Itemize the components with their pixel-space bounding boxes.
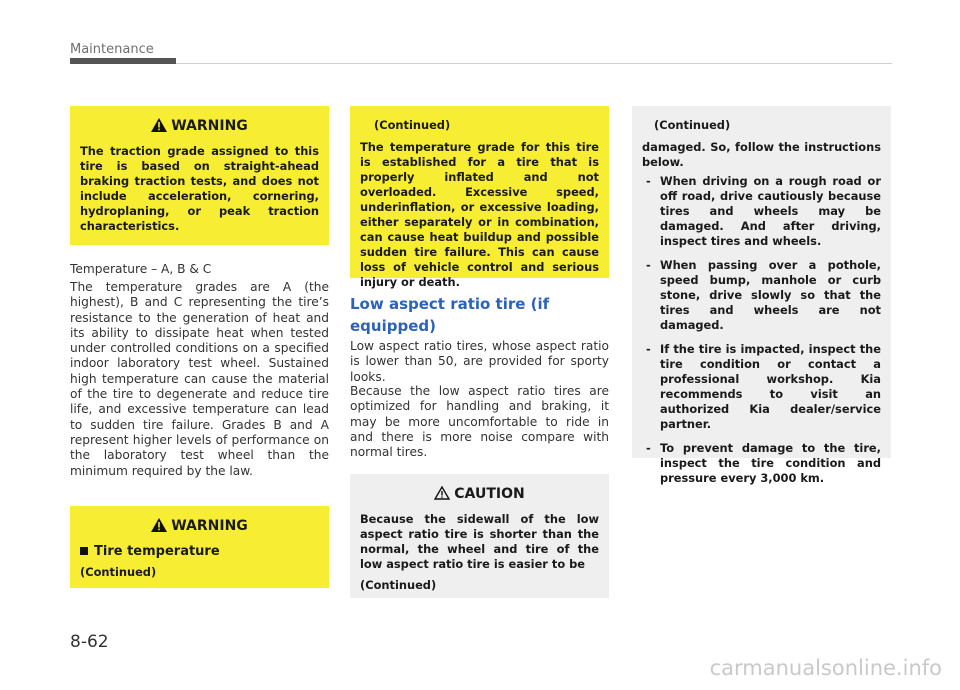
list-item: - To prevent damage to the tire, inspect the tire condition and pressure every 3,000 km.: [646, 441, 881, 485]
list-item: - When driving on a rough road or off road, drive cautiously because tires and wheels may be damaged. And after driving, inspect tires and wheels.: [646, 174, 881, 248]
caution-box: [350, 474, 609, 598]
page-number: 8-62: [70, 632, 109, 652]
header-line: [176, 63, 892, 64]
warning-subtitle: Tire temperature: [80, 544, 319, 559]
low-aspect-body-2: Because the low aspect ratio tires are optimized for handling and braking, it may be more uncomfortable to ride in and there is more noise compare with normal tires.: [350, 384, 609, 460]
caution-text: Because the sidewall of the low aspect ratio tire is shorter than the normal, the wheel and tire of the low aspect ratio tire is easier to be: [360, 512, 599, 571]
warning-box-temperature: [70, 506, 329, 588]
section-title: Low aspect ratio tire (if equipped): [350, 295, 550, 335]
square-bullet-icon: [80, 547, 88, 555]
list-item: - If the tire is impacted, inspect the tire condition or contact a professional workshop. Kia recommends to visit an authorized Kia dealer/service partner.: [646, 342, 881, 431]
temperature-heading: Temperature – A, B & C: [70, 262, 212, 276]
warning-triangle-icon: [151, 118, 167, 132]
low-aspect-body-1: Low aspect ratio tires, whose aspect ratio is lower than 50, are provided for sporty looks.: [350, 339, 609, 384]
warning-text: The traction grade assigned to this tire is based on straight-ahead braking traction tests, and does not include acceleration, cornering, hydroplaning, or peak traction characteristics.: [80, 144, 319, 233]
warning-text: The temperature grade for this tire is established for a tire that is properly inflated and not overloaded. Excessive speed, underinflation, or excessive loading, either separately or in combination, can cause heat buildup and possible sudden tire failure. This can cause loss of vehicle control and serious injury or death.: [360, 140, 599, 289]
header-bar: [70, 58, 176, 64]
temperature-body: The temperature grades are A (the highest), B and C representing the tire’s resistance to the generation of heat and its ability to dissipate heat when tested under controlled conditions on a specified indoor laboratory test wheel. Sustained high temperature can cause the material of the tire to degenerate and reduce tire life, and excessive temperature can lead to sudden tire failure. Grades B and A represent higher levels of performance on the laboratory test wheel than the minimum required by the law.: [70, 280, 329, 478]
caution-box-continued: [632, 106, 891, 485]
caution-triangle-icon: [434, 486, 450, 500]
continued-label: (Continued): [360, 578, 437, 592]
warning-box-continued: [350, 106, 609, 289]
list-item: - When passing over a pothole, speed bump, manhole or curb stone, drive slowly so that the tires and wheels are not damaged.: [646, 258, 881, 332]
continued-label: (Continued): [80, 565, 157, 579]
warning-title: WARNING: [80, 518, 319, 534]
caution-intro: damaged. So, follow the instructions below.: [642, 140, 881, 169]
caution-title: CAUTION: [360, 486, 599, 502]
watermark: carmanualsonline.info: [709, 656, 942, 680]
warning-triangle-icon: [151, 518, 167, 532]
instruction-list: [642, 174, 881, 486]
warning-title: WARNING: [80, 118, 319, 134]
continued-label: (Continued): [654, 118, 731, 132]
continued-label: (Continued): [374, 118, 451, 132]
header-label: Maintenance: [70, 42, 154, 57]
warning-box-traction: [70, 106, 329, 245]
